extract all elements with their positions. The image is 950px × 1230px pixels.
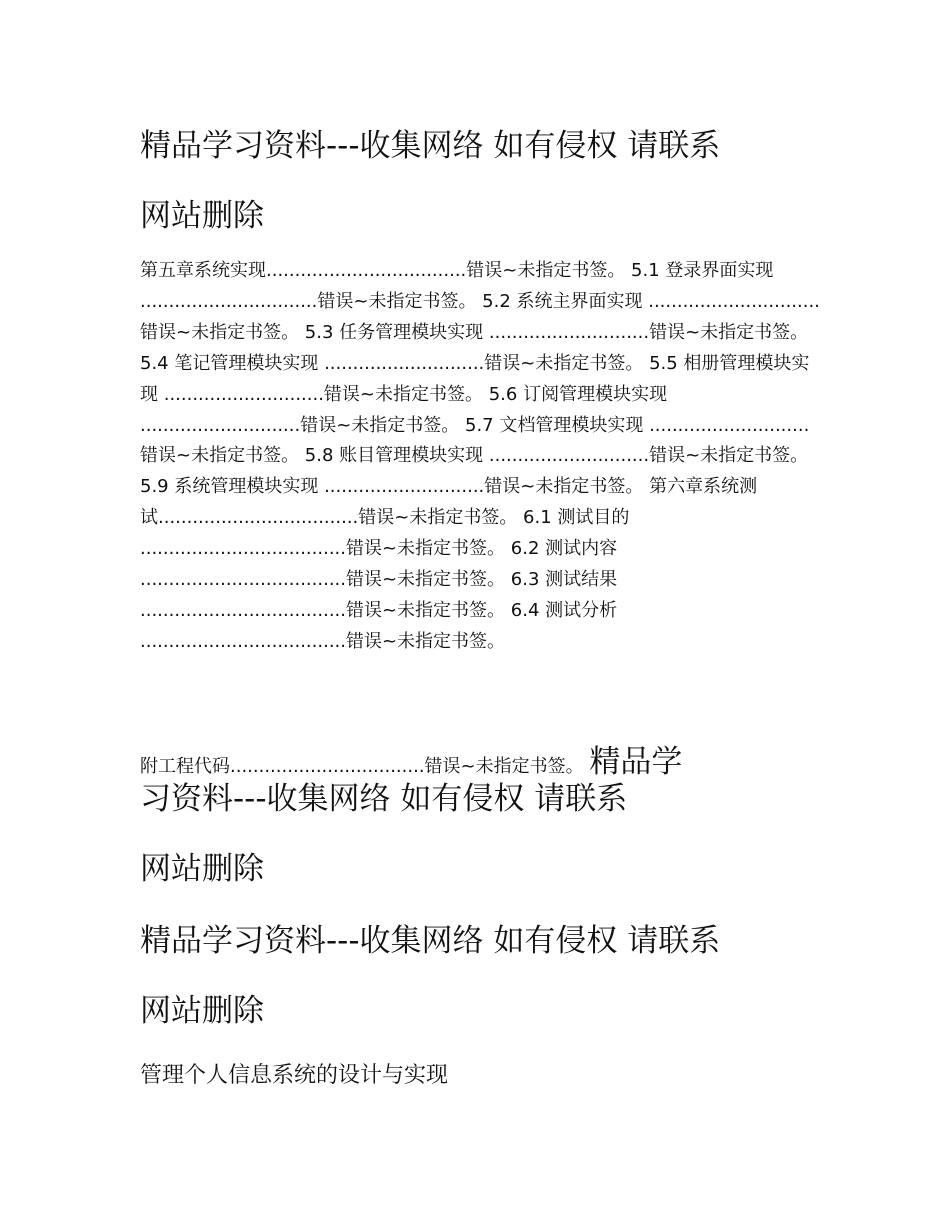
watermark-banner: 网站删除 xyxy=(140,993,264,1029)
watermark-inline: 精品学 xyxy=(589,744,683,780)
document-title: 管理个人信息系统的设计与实现 xyxy=(140,1063,449,1088)
watermark-banner: 精品学习资料---收集网络 如有侵权 请联系 xyxy=(140,128,721,164)
watermark-banner: 网站删除 xyxy=(140,851,264,887)
watermark-banner: 习资料---收集网络 如有侵权 请联系 xyxy=(140,781,628,817)
watermark-banner: 网站删除 xyxy=(140,198,264,234)
toc-appendix-text: 附工程代码..................................错误~未指定书签。 xyxy=(140,756,584,777)
table-of-contents: 第五章系统实现...................................错误~未指定书签。 5.1 登录界面实现 ...............................错误~未指定书签。 5.2 系统主界面实现 ..............................错误~未指定书签。 5.3 任务管理模块实现 ............................错误~未指定书签。 5.4 笔记管理模块实现 ............................错误~未指定书签。 5.5 相册管理模块实现 ............................错误~未指定书签。 5.6 订阅管理模块实现 ............................错误~未指定书签。 5.7 文档管理模块实现 ............................错误~未指定书签。 5.8 账目管理模块实现 ............................错误~未指定书签。 5.9 系统管理模块实现 ............................错误~未指定书签。 第六章系统测试...................................错误~未指定书签。 6.1 测试目的 ....................................错误~未指定书签。 6.2 测试内容 ....................................错误~未指定书签。 6.3 测试结果 ....................................错误~未指定书签。 6.4 测试分析 ....................................错误~未指定书签。 xyxy=(140,260,820,652)
watermark-banner: 精品学习资料---收集网络 如有侵权 请联系 xyxy=(140,923,721,959)
